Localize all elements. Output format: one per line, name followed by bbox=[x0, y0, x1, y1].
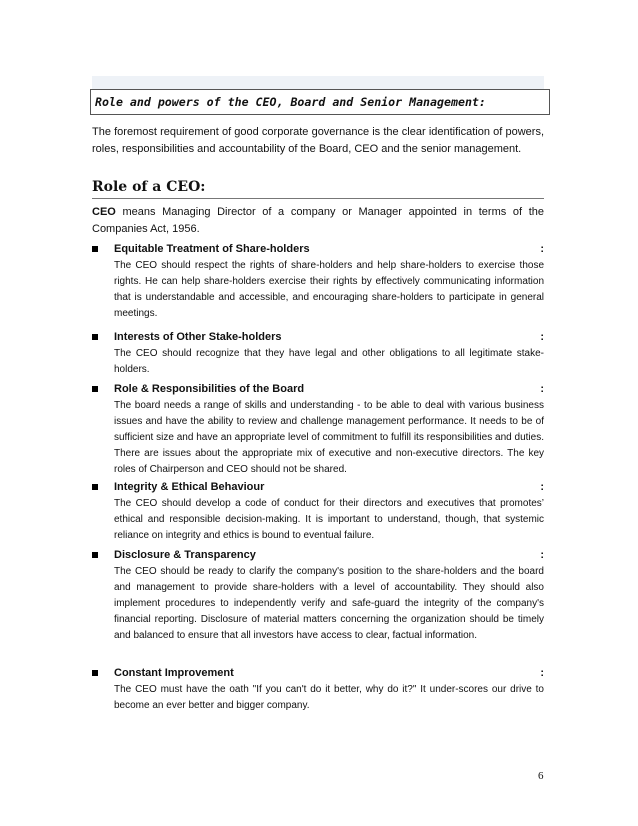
item-heading-text: Disclosure & Transparency bbox=[114, 549, 256, 561]
item-colon: : bbox=[540, 481, 544, 493]
item-colon: : bbox=[540, 667, 544, 679]
ceo-definition-text: means Managing Director of a company or Manager appointed in terms of the Companies Act, 1956. bbox=[92, 206, 544, 235]
item-body: The CEO should be ready to clarify the company's position to the share-holders and the board and management to provide share-holders with a level of accountability. They should also implement procedures to independently verify and safe-guard the integrity of the company's financial reporting. Disclosure of material matters concerning the organization should be timely and balanced to ensure that all investors have access to clear, factual information. bbox=[114, 566, 544, 641]
item-body: The CEO should develop a code of conduct for their directors and executives that promotes’ ethical and responsible decision-making. It is important to understand, though, that systemic reliance on integrity and ethics is bound to eventual failure. bbox=[114, 498, 544, 541]
item-heading bbox=[114, 242, 544, 257]
item-heading bbox=[114, 330, 544, 345]
ceo-term: CEO bbox=[92, 206, 116, 218]
square-bullet-icon bbox=[92, 246, 98, 252]
item-colon: : bbox=[540, 383, 544, 395]
list-item bbox=[92, 480, 544, 542]
page-number: 6 bbox=[538, 770, 544, 782]
square-bullet-icon bbox=[92, 484, 98, 490]
item-body: The CEO should respect the rights of share-holders and help share-holders to exercise those rights. He can help share-holders exercise their rights by effectively communicating information that is understandable and accessible, and encouraging share-holders to participate in general meetings. bbox=[114, 260, 544, 319]
list-item bbox=[92, 666, 544, 714]
item-colon: : bbox=[540, 549, 544, 561]
item-heading-text: Constant Improvement bbox=[114, 667, 234, 679]
item-heading bbox=[114, 548, 544, 563]
item-colon: : bbox=[540, 243, 544, 255]
square-bullet-icon bbox=[92, 552, 98, 558]
item-body: The CEO should recognize that they have legal and other obligations to all legitimate stake-holders. bbox=[114, 348, 544, 375]
list-item bbox=[92, 548, 544, 648]
item-heading bbox=[114, 382, 544, 397]
item-body: The board needs a range of skills and understanding - to be able to deal with various business issues and have the ability to review and challenge management performance. It needs to be of sufficient size and have an appropriate level of commitment to fulfill its responsibilities and duties. There are issues about the appropriate mix of executive and non-executive directors. The key roles of Chairperson and CEO should not be shared. bbox=[114, 400, 544, 475]
list-item bbox=[92, 242, 544, 322]
item-heading-text: Role & Responsibilities of the Board bbox=[114, 383, 305, 395]
list-item bbox=[92, 382, 544, 476]
item-heading-text: Integrity & Ethical Behaviour bbox=[114, 481, 265, 493]
square-bullet-icon bbox=[92, 670, 98, 676]
header-band bbox=[92, 76, 544, 90]
section-title: Role and powers of the CEO, Board and Senior Management: bbox=[90, 89, 550, 115]
square-bullet-icon bbox=[92, 334, 98, 340]
item-body: The CEO must have the oath "If you can't do it better, why do it?" It under-scores our drive to become an ever better and bigger company. bbox=[114, 684, 544, 711]
item-heading bbox=[114, 480, 544, 495]
item-colon: : bbox=[540, 331, 544, 343]
item-heading-text: Equitable Treatment of Share-holders bbox=[114, 243, 310, 255]
intro-paragraph: The foremost requirement of good corporate governance is the clear identification of powers, roles, responsibilities and accountability of the Board, CEO and the senior management. bbox=[92, 126, 544, 155]
list-item bbox=[92, 330, 544, 374]
item-heading-text: Interests of Other Stake-holders bbox=[114, 331, 282, 343]
item-heading bbox=[114, 666, 544, 681]
ceo-definition bbox=[92, 204, 544, 238]
role-heading: Role of a CEO: bbox=[92, 179, 544, 199]
square-bullet-icon bbox=[92, 386, 98, 392]
